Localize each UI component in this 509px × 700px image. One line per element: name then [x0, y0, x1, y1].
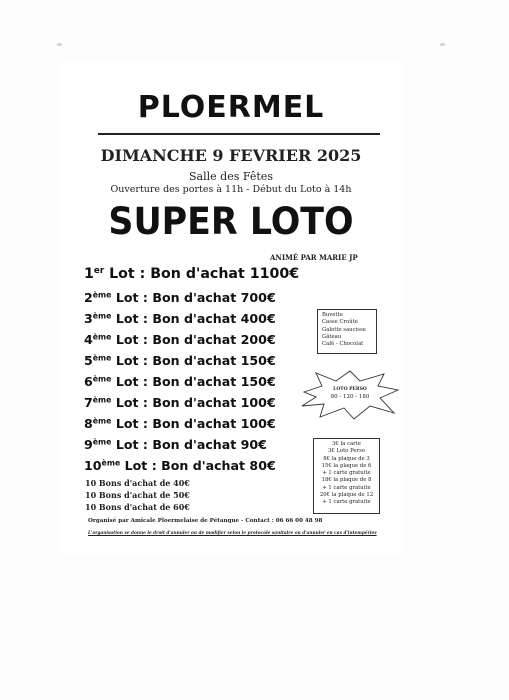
prize-text: Lot : Bon d'achat 90€: [111, 437, 267, 452]
prize-rank: 7: [84, 395, 93, 410]
prize-text: Lot : Bon d'achat 100€: [111, 416, 276, 431]
tarif-line: 3€ Loto Perso: [327, 448, 366, 455]
prize-rank-suffix: ème: [101, 458, 121, 468]
buvette-item: Casse Croûte: [322, 319, 358, 326]
organiser-contact: Organisé par Amicale Ploermelaise de Pétanque - Contact : 06 66 00 48 98: [88, 518, 323, 524]
prize-rank-suffix: er: [93, 266, 105, 277]
bon-achat-line: 10 Bons d'achat de 50€: [85, 490, 190, 500]
prize-text: Lot : Bon d'achat 80€: [120, 458, 276, 473]
loto-perso-values: 80 - 120 - 180: [330, 394, 370, 400]
prize-text: Lot : Bon d'achat 700€: [111, 290, 276, 305]
poster-title: PLOERMEL: [137, 90, 325, 125]
prize-rank-suffix: ème: [92, 353, 112, 363]
tarif-line: 3€ la carte: [332, 441, 361, 447]
prize-rank-suffix: ème: [92, 290, 112, 300]
bon-achat-line: 10 Bons d'achat de 40€: [85, 478, 190, 488]
prize-rank: 6: [84, 374, 93, 389]
tarif-line: 8€ la plaque de 3: [323, 455, 370, 462]
tarif-line: 15€ la plaque de 6: [321, 462, 372, 469]
prize-text: Lot : Bon d'achat 100€: [111, 395, 276, 410]
bon-achat-line: 10 Bons d'achat de 60€: [85, 502, 190, 512]
buvette-item: Gâteau: [322, 333, 342, 340]
title-underline: [98, 133, 380, 135]
prize-text: Lot : Bon d'achat 150€: [111, 353, 276, 368]
disclaimer-note: L'organisation se donne le droit d'annuler ou de modifier selon le protocole sanitaire ou d'annuler en cas d'intempéries: [88, 531, 377, 536]
prize-line: [84, 290, 276, 305]
buvette-box: [317, 309, 377, 354]
tarif-line: + 1 carte gratuite: [322, 499, 371, 506]
prize-text: Lot : Bon d'achat 400€: [111, 311, 276, 326]
tarif-line: + 1 carte gratuite: [322, 484, 371, 491]
prize-rank: 2: [84, 290, 93, 305]
scan-speck: [57, 43, 62, 46]
event-name: SUPER LOTO: [108, 200, 354, 243]
prize-line: [84, 332, 276, 347]
prize-rank-suffix: ème: [92, 374, 112, 384]
prize-line: [84, 266, 299, 282]
prize-rank: 5: [84, 353, 93, 368]
prize-rank: 4: [84, 332, 93, 347]
tarif-line: + 1 carte gratuite: [322, 470, 371, 477]
prize-line: [84, 458, 276, 473]
tarif-line: 18€ la plaque de 8: [321, 477, 372, 484]
prize-rank: 9: [84, 437, 93, 452]
prize-text: Lot : Bon d'achat 1100€: [104, 266, 300, 282]
prize-line: [84, 311, 276, 326]
event-date: DIMANCHE 9 FEVRIER 2025: [100, 146, 362, 165]
scan-speck: [440, 43, 445, 46]
loto-poster: [60, 62, 402, 555]
tarifs-box: [313, 438, 380, 514]
prize-rank-suffix: ème: [92, 332, 112, 342]
prize-rank-suffix: ème: [92, 416, 112, 426]
prize-line: [84, 437, 267, 452]
tarif-line: 20€ la plaque de 12: [319, 492, 374, 499]
prize-rank-suffix: ème: [92, 437, 112, 447]
prize-rank-suffix: ème: [92, 395, 112, 405]
prize-rank: 3: [84, 311, 93, 326]
buvette-item: Café - Chocolat: [322, 341, 364, 348]
event-hours: Ouverture des portes à 11h - Début du Loto à 14h: [110, 184, 352, 195]
prize-rank-suffix: ème: [92, 311, 112, 321]
event-venue: Salle des Fêtes: [189, 170, 273, 183]
prize-text: Lot : Bon d'achat 150€: [111, 374, 276, 389]
prize-line: [84, 374, 276, 389]
buvette-item: Buvette: [322, 312, 343, 318]
prize-text: Lot : Bon d'achat 200€: [111, 332, 276, 347]
prize-rank: 8: [84, 416, 93, 431]
prize-line: [84, 353, 276, 368]
prize-rank: 1: [84, 266, 94, 282]
prize-line: [84, 395, 276, 410]
buvette-item: Galette saucisse: [322, 326, 366, 333]
prize-rank: 10: [84, 458, 102, 473]
prize-line: [84, 416, 276, 431]
loto-perso-label: LOTO PERSO: [333, 387, 367, 392]
event-host: ANIMÉ PAR MARIE JP: [270, 253, 358, 262]
